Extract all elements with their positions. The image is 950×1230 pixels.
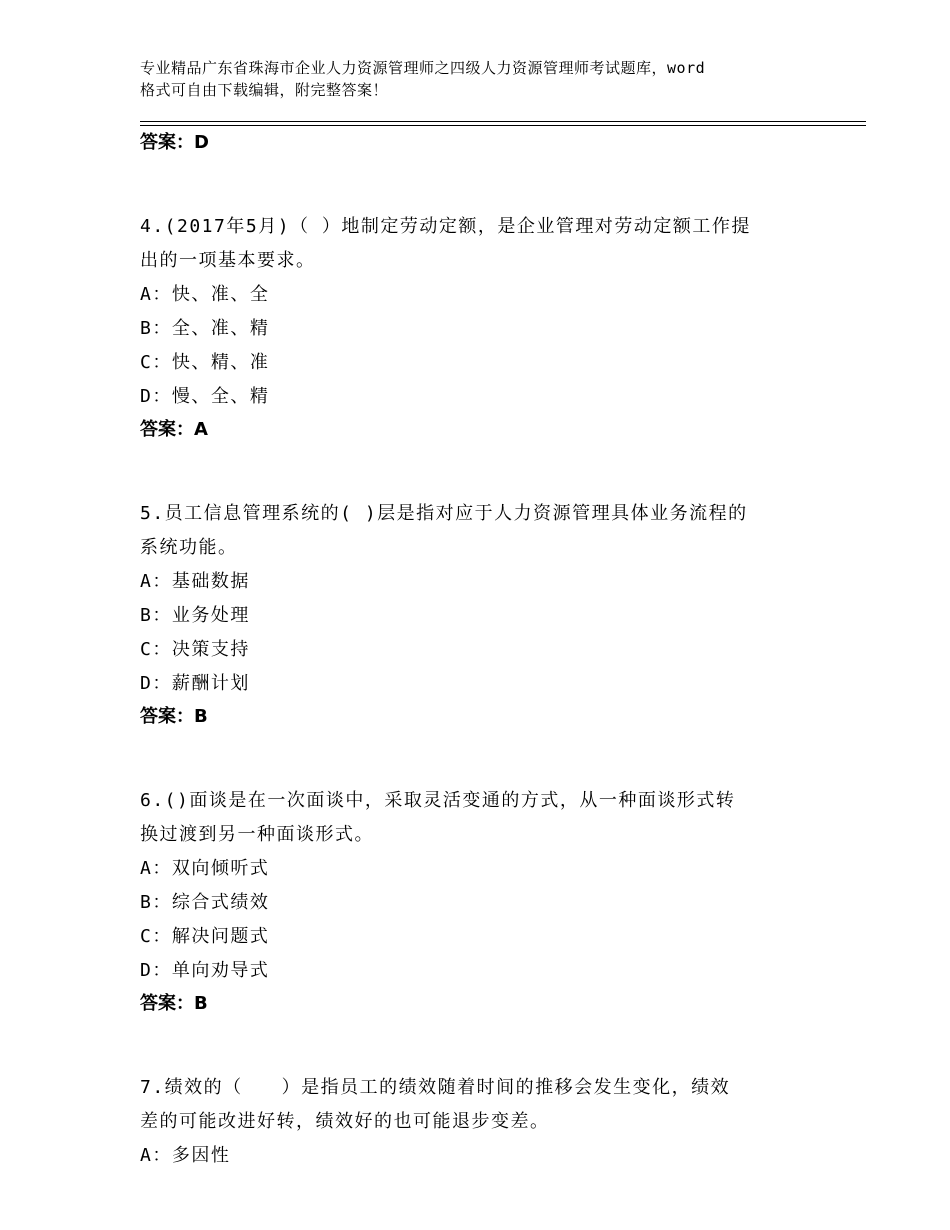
option-a: A：多因性 bbox=[140, 1145, 231, 1166]
option-d: D：慢、全、精 bbox=[140, 386, 270, 407]
question-7 bbox=[140, 1071, 820, 1173]
question-5 bbox=[140, 497, 820, 732]
question-stem bbox=[140, 784, 820, 852]
spacer bbox=[140, 732, 820, 784]
question-stem-line: 系统功能。 bbox=[140, 537, 238, 558]
option-b: B：业务处理 bbox=[140, 605, 250, 626]
spacer bbox=[140, 445, 820, 497]
option-a: A：快、准、全 bbox=[140, 284, 270, 305]
spacer bbox=[140, 158, 820, 210]
header-line-2: 格式可自由下载编辑，附完整答案！ bbox=[140, 81, 389, 99]
question-stem bbox=[140, 210, 820, 278]
header-line-1: 专业精品广东省珠海市企业人力资源管理师之四级人力资源管理师考试题库，word bbox=[140, 59, 706, 77]
header-divider-thick bbox=[140, 121, 866, 122]
option-b: B：综合式绩效 bbox=[140, 892, 270, 913]
option-b: B：全、准、精 bbox=[140, 318, 270, 339]
question-6 bbox=[140, 784, 820, 1019]
header-divider-thin bbox=[140, 125, 866, 126]
question-4 bbox=[140, 210, 820, 445]
answer: 答案：B bbox=[140, 993, 208, 1014]
option-c: C：决策支持 bbox=[140, 639, 250, 660]
option-a: A：基础数据 bbox=[140, 571, 250, 592]
question-stem-line: 7.绩效的（ ）是指员工的绩效随着时间的推移会发生变化，绩效 bbox=[140, 1077, 731, 1098]
question-stem-line: 5.员工信息管理系统的( )层是指对应于人力资源管理具体业务流程的 bbox=[140, 503, 748, 524]
question-stem-line: 4.(2017年5月)（ ）地制定劳动定额，是企业管理对劳动定额工作提 bbox=[140, 216, 751, 237]
question-stem-line: 差的可能改进好转，绩效好的也可能退步变差。 bbox=[140, 1111, 550, 1132]
question-stem-line: 出的一项基本要求。 bbox=[140, 250, 316, 271]
document-header bbox=[140, 57, 840, 101]
option-d: D：薪酬计划 bbox=[140, 673, 250, 694]
spacer bbox=[140, 1019, 820, 1071]
question-stem-line: 6.()面谈是在一次面谈中，采取灵活变通的方式，从一种面谈形式转 bbox=[140, 790, 736, 811]
option-a: A：双向倾听式 bbox=[140, 858, 270, 879]
answer: 答案：A bbox=[140, 419, 208, 440]
question-list bbox=[140, 127, 820, 1173]
option-d: D：单向劝导式 bbox=[140, 960, 270, 981]
previous-answer: 答案：D bbox=[140, 132, 209, 153]
question-stem-line: 换过渡到另一种面谈形式。 bbox=[140, 824, 374, 845]
option-c: C：快、精、准 bbox=[140, 352, 270, 373]
question-stem bbox=[140, 497, 820, 565]
option-c: C：解决问题式 bbox=[140, 926, 270, 947]
question-stem bbox=[140, 1071, 820, 1139]
answer: 答案：B bbox=[140, 706, 208, 727]
